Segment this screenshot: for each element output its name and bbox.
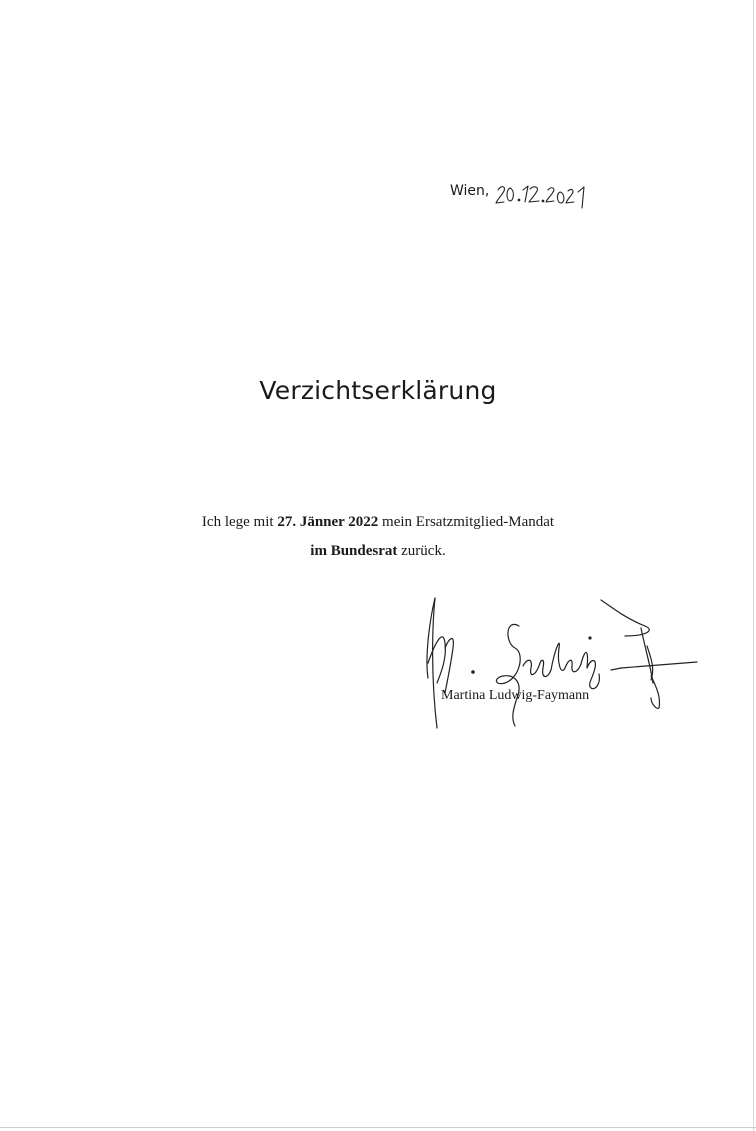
scan-edge-bottom [0, 1127, 756, 1128]
place-label: Wien, [450, 183, 490, 199]
handwritten-signature [415, 588, 705, 733]
line1-prefix: Ich lege mit [201, 514, 278, 530]
place-date [450, 178, 620, 218]
declaration-text [0, 508, 756, 566]
institution: im Bundesrat [310, 543, 398, 559]
signature-block [415, 588, 705, 733]
effective-date: 27. Jänner 2022 [277, 514, 379, 530]
line1-suffix: mein Ersatzmitglied-Mandat [378, 514, 555, 530]
line2-suffix: zurück. [397, 543, 446, 559]
handwritten-date [492, 178, 592, 214]
document-title: Verzichtserklärung [259, 376, 497, 405]
signer-name: Martina Ludwig-Faymann [441, 688, 590, 703]
